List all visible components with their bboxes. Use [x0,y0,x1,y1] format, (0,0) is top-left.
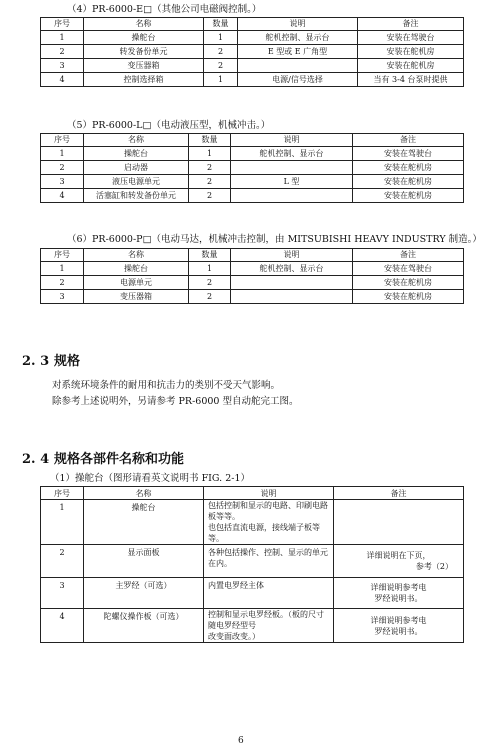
table-header-row [41,249,464,262]
cell-no: 2 [41,276,84,290]
table-row [41,161,464,175]
cell-desc [231,189,353,203]
cell-name: 启动器 [84,161,189,175]
section-2-4-heading [22,448,184,467]
cell-desc: 电源/信号选择 [238,73,358,87]
cell-desc [231,276,353,290]
cell-name: 转发备份单元 [84,45,204,59]
cell-qty: 2 [204,45,238,59]
table-pr6000-p [40,248,464,304]
header-cell: 名称 [84,134,189,147]
cell-note: 安装在舵机房 [353,290,464,304]
cell-note: 安装在舵机房 [353,161,464,175]
section-number: 2. 4 [22,452,50,467]
cell-desc [204,545,334,578]
header-cell: 序号 [41,134,84,147]
cell-no: 3 [41,578,84,609]
header-cell: 序号 [41,487,84,500]
cell-name: 操舵台 [84,147,189,161]
cell-desc: 舵机控制、显示台 [238,31,358,45]
cell-qty: 2 [189,290,231,304]
cell-qty: 1 [204,73,238,87]
cell-desc [204,609,334,643]
table-row [41,545,464,578]
section-title: 规格 [54,354,81,369]
table-row [41,609,464,643]
cell-note: 安装在舵机房 [353,189,464,203]
cell-note [334,609,464,643]
cell-note: 安装在舵机房 [353,276,464,290]
cell-no: 4 [41,189,84,203]
spec-paragraph-1: 对系统环境条件的耐用和抗击力的类别不受天气影响。 [52,380,281,391]
header-cell: 名称 [84,18,204,31]
header-cell: 数量 [189,134,231,147]
table-row [41,262,464,276]
cell-name: 活塞缸和转发备份单元 [84,189,189,203]
section-6-caption: （6）PR-6000-P□（电动马达，机械冲击控制，由 MITSUBISHI HEAVY INDUSTRY 制造。） [67,234,482,245]
table-components [40,486,464,643]
table-pr6000-l [40,133,464,203]
table-row [41,500,464,545]
note-line: 参考（2） [415,562,453,571]
desc-line: 各种包括操作、控制、显示的单元在内。 [208,548,328,568]
cell-qty: 2 [204,59,238,73]
note-line: 详细说明在下页， [366,551,431,560]
cell-desc [204,578,334,609]
cell-name: 主罗经（可选） [84,578,204,609]
cell-note: 安装在舵机房 [358,59,464,73]
cell-desc: 舵机控制、显示台 [231,262,353,276]
cell-desc [204,500,334,545]
section-2-4-caption: （1）操舵台（图形请看英文说明书 FIG. 2-1） [50,473,250,484]
cell-note [334,545,464,578]
spec-paragraph-2: 除参考上述说明外，另请参考 PR-6000 型自动舵完工图。 [52,396,299,407]
cell-no: 2 [41,161,84,175]
header-cell: 说明 [238,18,358,31]
cell-name: 液压电源单元 [84,175,189,189]
cell-qty: 2 [189,175,231,189]
header-cell: 名称 [84,487,204,500]
header-cell: 说明 [231,249,353,262]
section-number: 2. 3 [22,354,50,369]
cell-desc [231,161,353,175]
table-row [41,45,464,59]
section-2-3-heading [22,350,80,369]
note-line: 罗经说明书。 [374,594,423,603]
table-row [41,290,464,304]
table-row [41,189,464,203]
note-line: 详细说明参考电 [370,583,427,592]
header-cell: 备注 [334,487,464,500]
cell-desc [238,59,358,73]
table-header-row [41,134,464,147]
cell-no: 1 [41,147,84,161]
cell-desc: 舵机控制、显示台 [231,147,353,161]
table-row [41,175,464,189]
table-row [41,31,464,45]
cell-note [334,500,464,545]
section-5-caption: （5）PR-6000-L□（电动液压型，机械冲击。） [67,120,271,131]
cell-note: 当有 3-4 台泵时提供 [358,73,464,87]
header-cell: 备注 [353,249,464,262]
note-line: 详细说明参考电 [370,615,427,625]
page-number: 6 [238,736,244,746]
cell-note: 安装在舵机房 [353,175,464,189]
desc-line: 包括控制和显示的电路、印刷电路板等等。 [208,501,328,521]
table-row [41,578,464,609]
cell-qty: 2 [189,161,231,175]
cell-no: 1 [41,31,84,45]
table-row [41,147,464,161]
cell-qty: 2 [189,276,231,290]
cell-desc: E 型或 E 广角型 [238,45,358,59]
table-header-row [41,487,464,500]
cell-no: 4 [41,73,84,87]
table-row [41,73,464,87]
cell-no: 3 [41,175,84,189]
header-cell: 数量 [189,249,231,262]
cell-no: 1 [41,262,84,276]
cell-no: 4 [41,609,84,643]
header-cell: 说明 [231,134,353,147]
cell-qty: 2 [189,189,231,203]
cell-desc [231,290,353,304]
desc-line: 也包括直流电源，接线端子板等等。 [208,523,320,543]
cell-no: 3 [41,59,84,73]
cell-no: 2 [41,45,84,59]
cell-desc: L 型 [231,175,353,189]
cell-no: 3 [41,290,84,304]
cell-name: 控制选择箱 [84,73,204,87]
cell-no: 2 [41,545,84,578]
cell-note: 安装在舵机房 [358,45,464,59]
cell-name: 陀螺仪操作板（可选） [84,609,204,643]
header-cell: 备注 [358,18,464,31]
cell-name: 电源单元 [84,276,189,290]
cell-note [334,578,464,609]
section-4-caption: （4）PR-6000-E□（其他公司电磁阀控制。） [67,4,262,15]
table-header-row [41,18,464,31]
section-title: 规格各部件名称和功能 [54,452,185,467]
header-cell: 备注 [353,134,464,147]
cell-qty: 1 [204,31,238,45]
cell-note: 安装在驾驶台 [358,31,464,45]
desc-line: 改变面改变。） [208,632,260,641]
table-row [41,276,464,290]
cell-note: 安装在驾驶台 [353,147,464,161]
note-line: 罗经说明书。 [374,626,423,636]
cell-name: 显示面板 [84,545,204,578]
header-cell: 序号 [41,18,84,31]
table-pr6000-e [40,17,464,87]
cell-name: 操舵台 [84,262,189,276]
cell-no: 1 [41,500,84,545]
desc-line: 控制和显示电罗经板。（板的尺寸随电罗经型号 [208,610,324,630]
cell-name: 变压器箱 [84,290,189,304]
cell-name: 操舵台 [84,31,204,45]
cell-qty: 1 [189,147,231,161]
cell-qty: 1 [189,262,231,276]
desc-line: 内置电罗经主体 [208,581,264,590]
cell-name: 操舵台 [84,500,204,545]
cell-note: 安装在驾驶台 [353,262,464,276]
header-cell: 数量 [204,18,238,31]
header-cell: 说明 [204,487,334,500]
header-cell: 序号 [41,249,84,262]
table-row [41,59,464,73]
cell-name: 变压器箱 [84,59,204,73]
header-cell: 名称 [84,249,189,262]
